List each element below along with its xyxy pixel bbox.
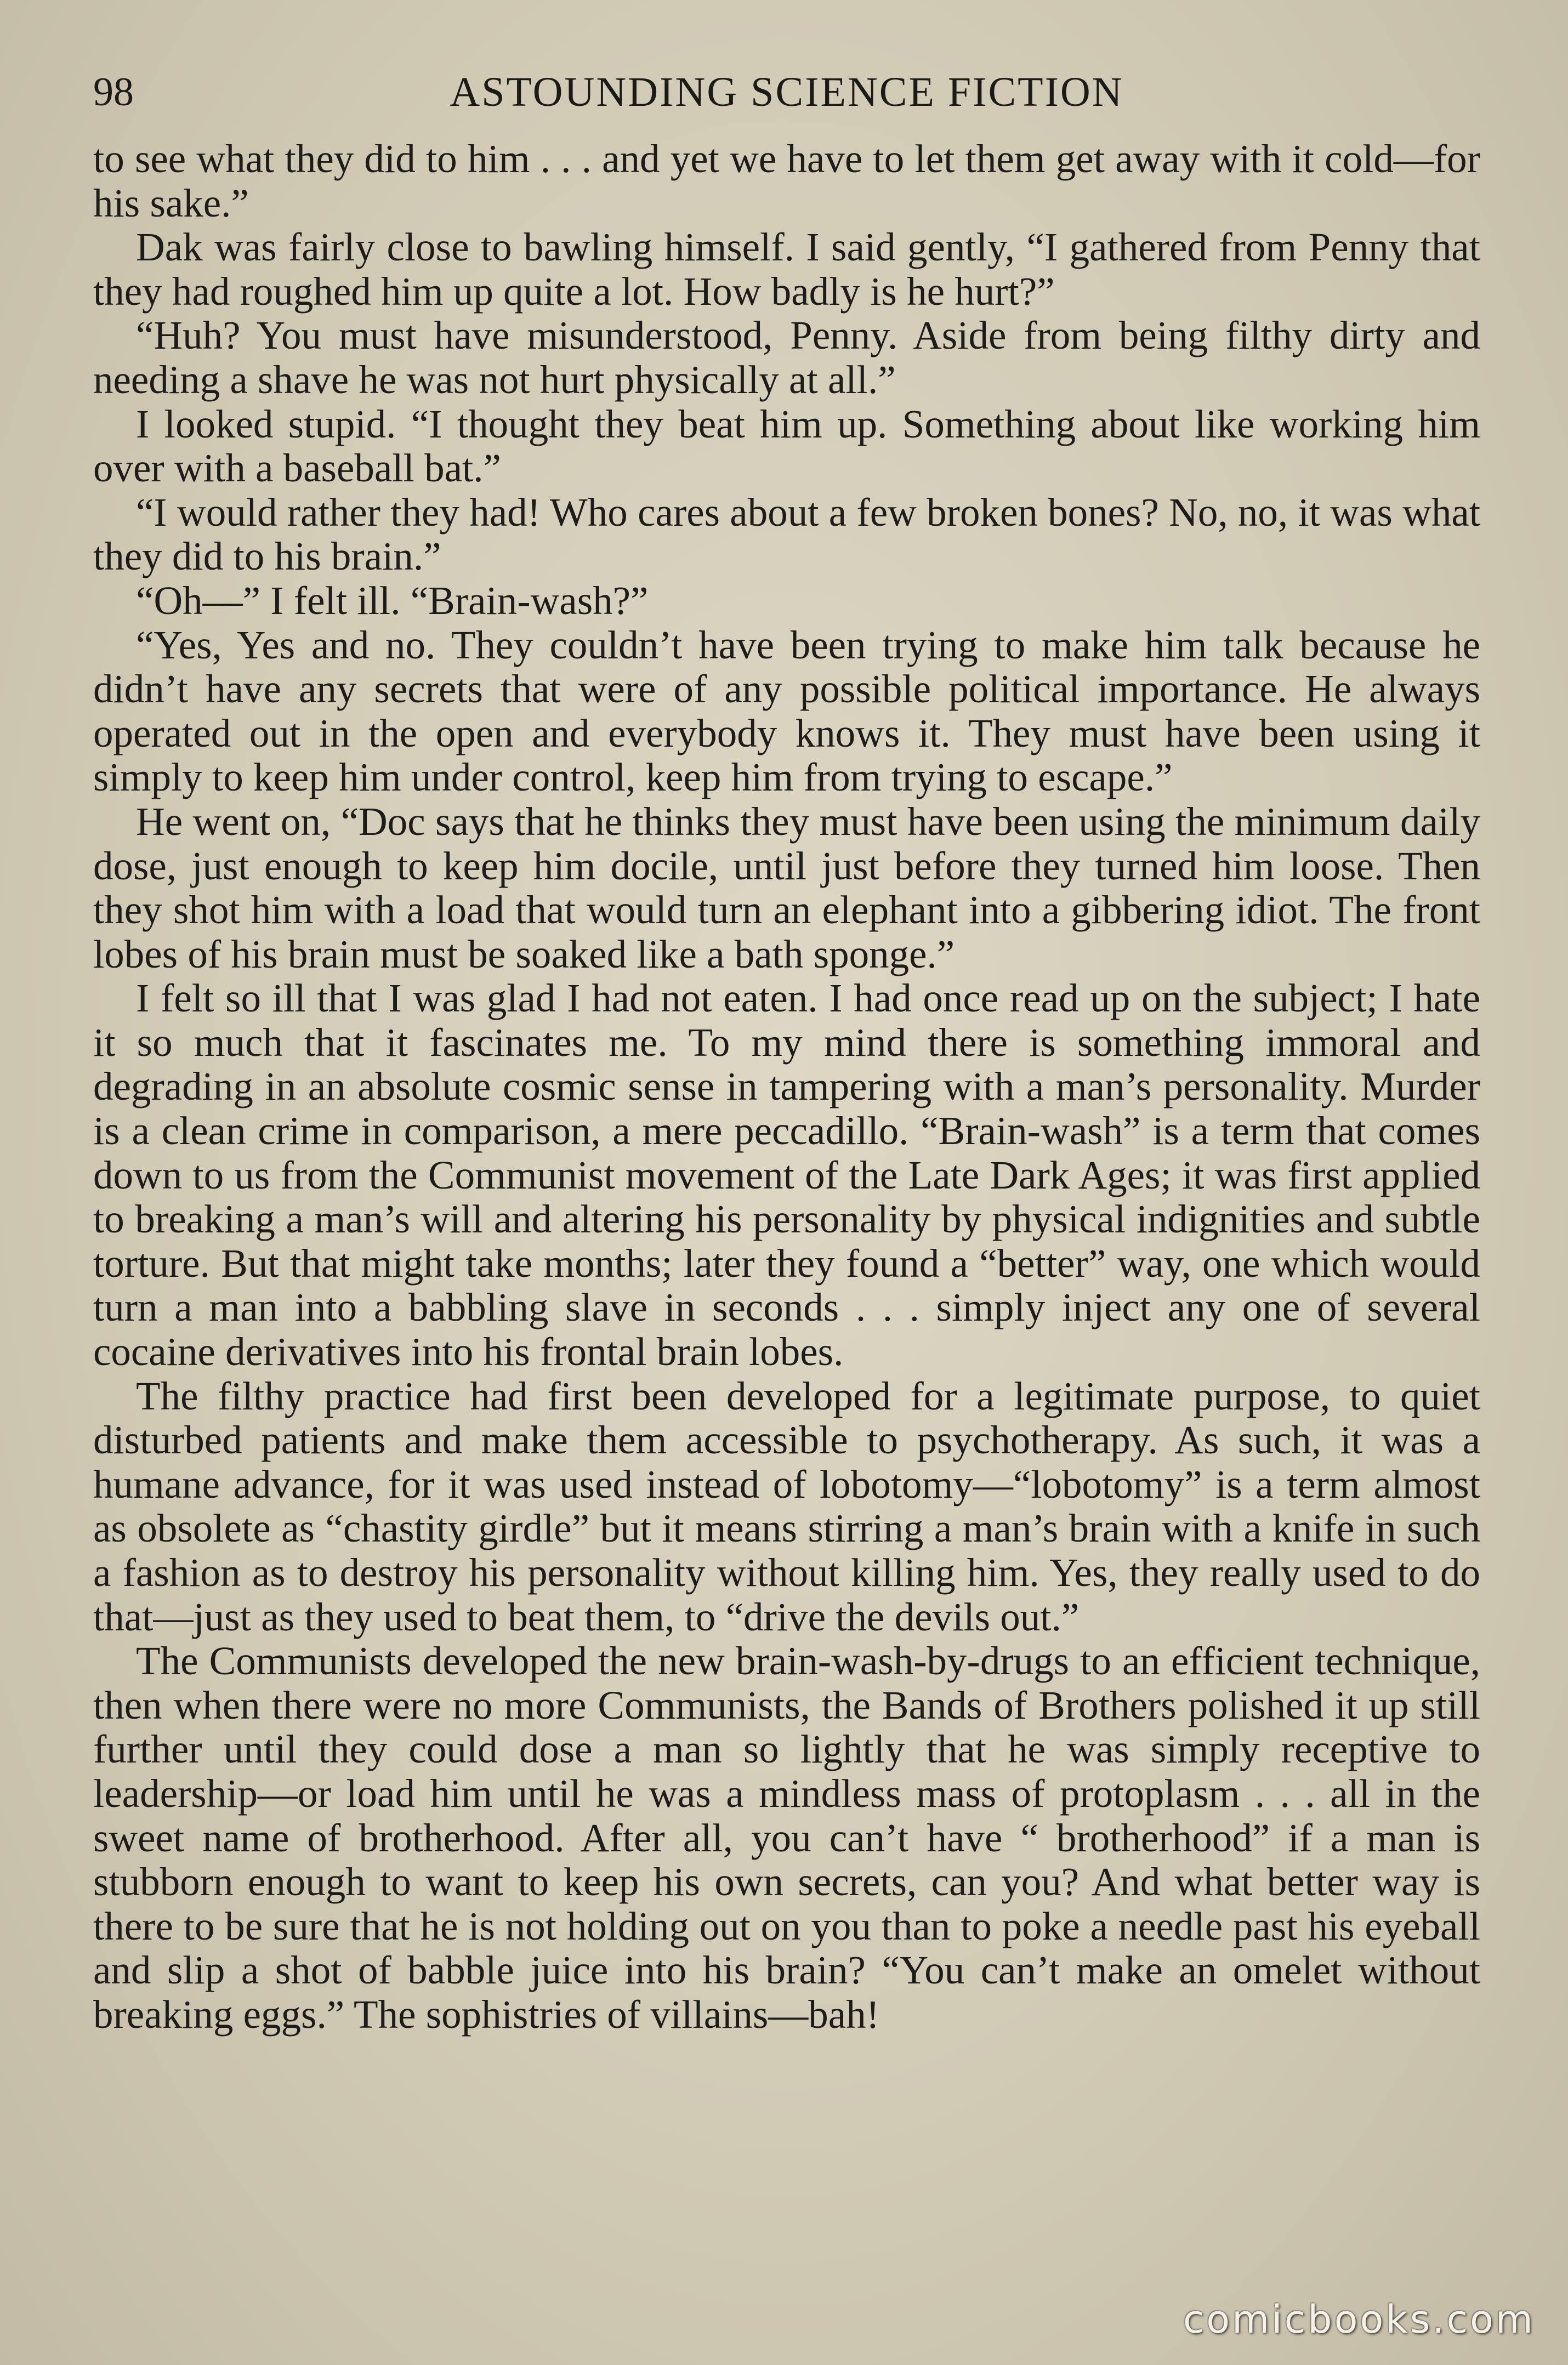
page-number: 98 [93, 70, 134, 115]
paragraph: Dak was fairly close to bawling himself. I said gently, “I gathered from Penny that they had roughed him up quite a lot. How badly is he hurt?” [93, 225, 1480, 314]
paragraph: He went on, “Doc says that he thinks they must have been using the minimum daily dose, just enough to keep him docile, until just before they turned him loose. Then they shot him with a load that would turn an elephant into a gibbering idiot. The front lobes of his brain must be soaked like a bath sponge.” [93, 799, 1480, 976]
paragraph: “Oh—” I felt ill. “Brain-wash?” [136, 578, 649, 623]
paragraph: “I would rather they had! Who cares about a few broken bones? No, no, it was what they did to his brain.” [93, 490, 1480, 579]
paragraph: I felt so ill that I was glad I had not eaten. I had once read up on the subject; I hate it so much that it fascinates me. To my mind there is something immoral and degrading in an absolute cosmic sense in tampering with a man’s personality. Murder is a clean crime in comparison, a mere peccadillo. “Brain-wash” is a term that comes down to us from the Communist movement of the Late Dark Ages; it was first applied to breaking a man’s will and altering his personality by physical indignities and subtle torture. But that might take months; later they found a “better” way, one which would turn a man into a babbling slave in seconds . . . simply inject any one of several cocaine derivatives into his frontal brain lobes. [93, 976, 1480, 1374]
story-text [93, 137, 1480, 2037]
paragraph: “Yes, Yes and no. They couldn’t have been trying to make him talk because he didn’t have any secrets that were of any possible political importance. He always operated out in the open and everybody knows it. They must have been using it simply to keep him under control, keep him from trying to escape.” [93, 622, 1480, 800]
paragraph: The Communists developed the new brain-wash-by-drugs to an efficient technique, then when there were no more Communists, the Bands of Brothers polished it up still further until they could dose a man so lightly that he was simply receptive to leadership—or load him until he was a mindless mass of protoplasm . . . all in the sweet name of brotherhood. After all, you can’t have “ brotherhood” if a man is stubborn enough to want to keep his own secrets, can you? And what better way is there to be sure that he is not holding out on you than to poke a needle past his eyeball and slip a shot of babble juice into his brain? “You can’t make an omelet without breaking eggs.” The sophistries of villains—bah! [93, 1639, 1480, 2037]
paragraph: The filthy practice had first been developed for a legitimate purpose, to quiet disturbed patients and make them accessible to psychotherapy. As such, it was a humane advance, for it was used instead of lobotomy—“lobotomy” is a term almost as obsolete as “chastity girdle” but it means stirring a man’s brain with a knife in such a fashion as to destroy his personality without killing him. Yes, they really used to do that—just as they used to beat them, to “drive the devils out.” [93, 1373, 1480, 1639]
watermark: comicbooks.com [1183, 2297, 1535, 2342]
running-head: ASTOUNDING SCIENCE FICTION [450, 69, 1124, 115]
paragraph: I looked stupid. “I thought they beat him up. Something about like working him over with a baseball bat.” [93, 401, 1480, 491]
paragraph: to see what they did to him . . . and yet we have to let them get away with it cold—for his sake.” [93, 137, 1480, 225]
page-header [93, 65, 1480, 120]
paragraph: “Huh? You must have misunderstood, Penny. Aside from being filthy dirty and needing a shave he was not hurt physically at all.” [93, 313, 1480, 402]
